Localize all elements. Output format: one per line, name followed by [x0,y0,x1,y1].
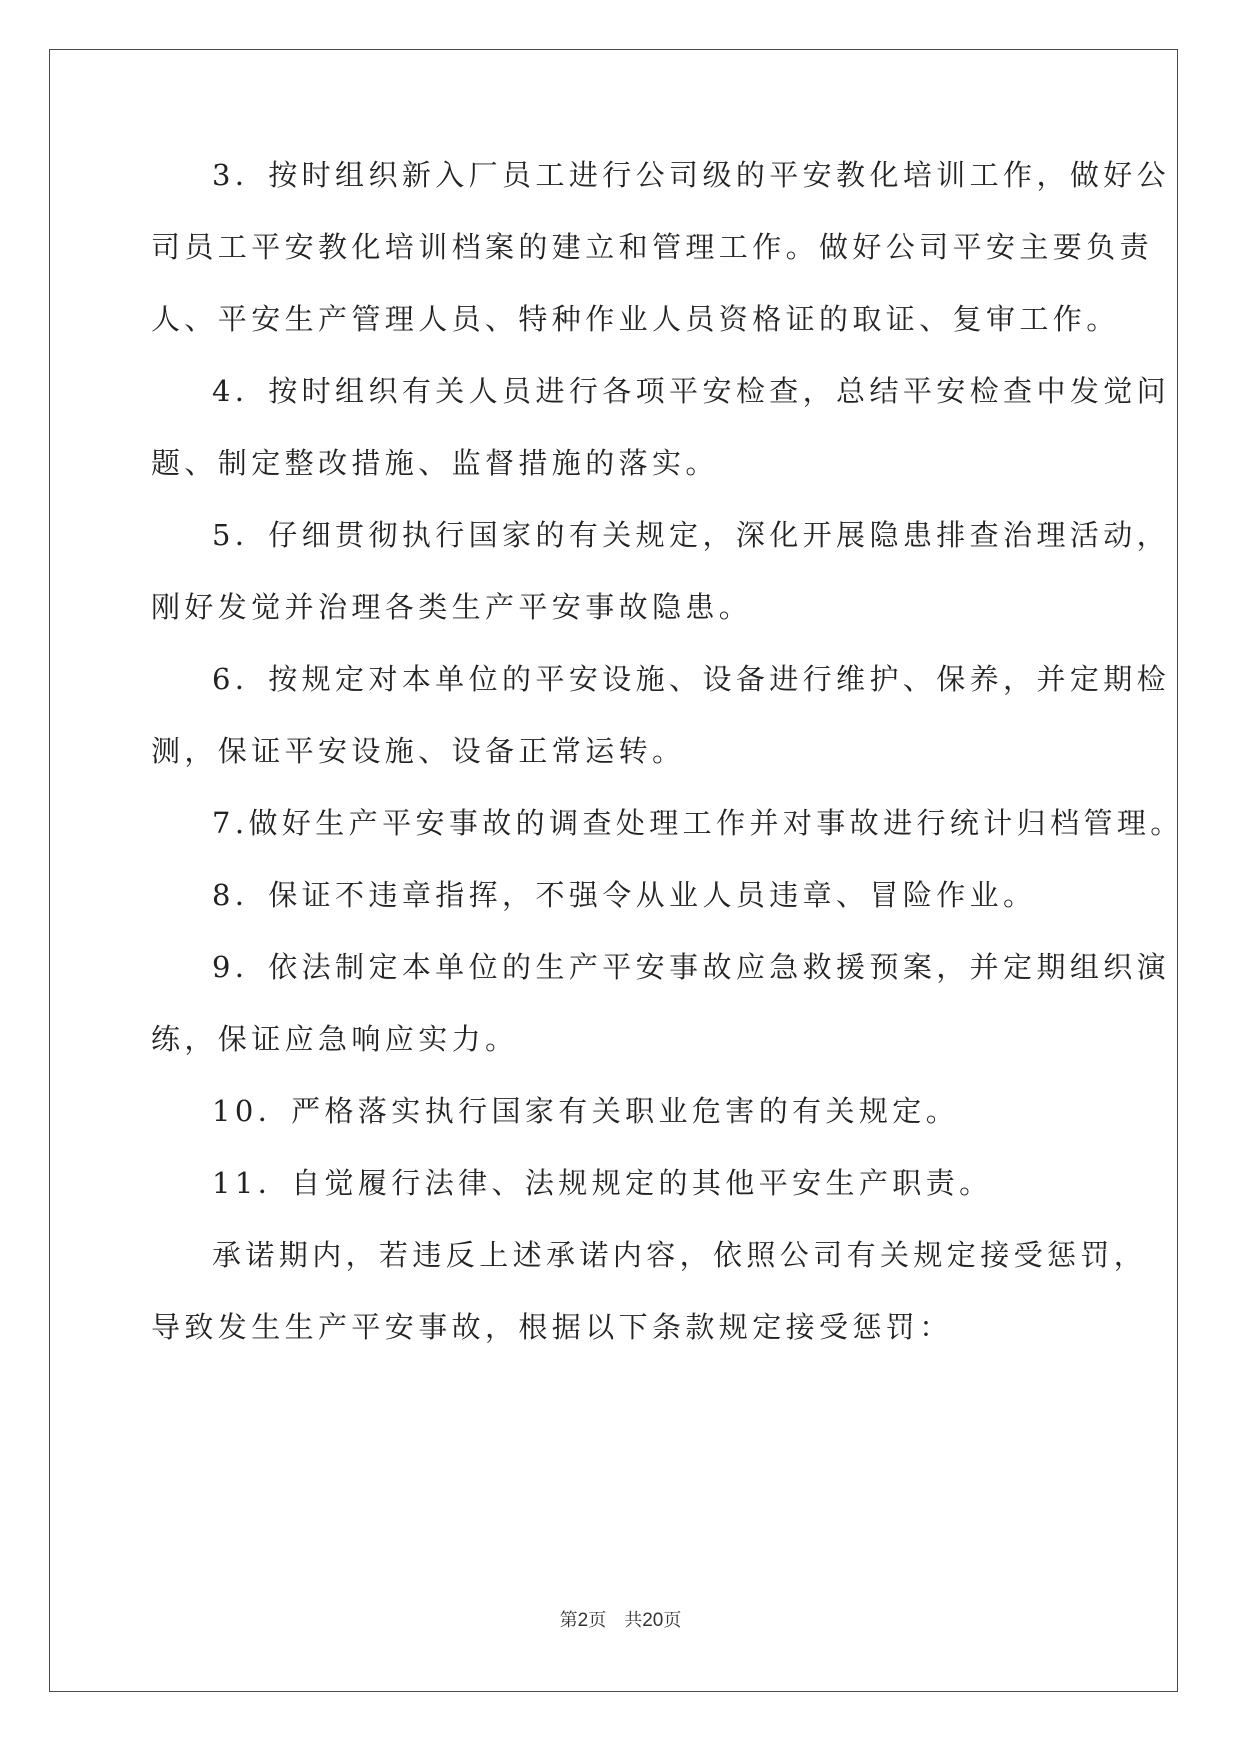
paragraph-line: 7.做好生产平安事故的调查处理工作并对事故进行统计归档管理。 [212,806,1184,840]
paragraph-line: 11．自觉履行法律、法规规定的其他平安生产职责。 [212,1166,993,1200]
page-label-suffix: 页 [588,1610,607,1631]
page-border [49,49,1178,1692]
paragraph-line: 3．按时组织新入厂员工进行公司级的平安教化培训工作，做好公 [212,158,1171,192]
paragraph-line: 人、平安生产管理人员、特种作业人员资格证的取证、复审工作。 [151,302,1120,336]
paragraph-line: 承诺期内，若违反上述承诺内容，依照公司有关规定接受惩罚， [212,1238,1148,1272]
total-pages: 20 [642,1610,664,1631]
paragraph-line: 6．按规定对本单位的平安设施、设备进行维护、保养，并定期检 [212,662,1171,696]
paragraph-line: 10．严格落实执行国家有关职业危害的有关规定。 [212,1094,960,1128]
paragraph-line: 8．保证不违章指挥，不强令从业人员违章、冒险作业。 [212,878,1037,912]
paragraph-line: 5．仔细贯彻执行国家的有关规定，深化开展隐患排查治理活动， [212,518,1171,552]
paragraph-line: 测，保证平安设施、设备正常运转。 [151,734,686,768]
page-footer [0,1610,1241,1632]
page-number: 2 [577,1610,589,1631]
paragraph-line: 练，保证应急响应实力。 [151,1022,519,1056]
paragraph-line: 题、制定整改措施、监督措施的落实。 [151,446,719,480]
page-label-prefix: 第 [559,1610,578,1631]
total-label-suffix: 页 [663,1610,682,1631]
paragraph-line: 4．按时组织有关人员进行各项平安检查，总结平安检查中发觉问 [212,374,1171,408]
total-label-prefix: 共 [624,1610,643,1631]
paragraph-line: 导致发生生产平安事故，根据以下条款规定接受惩罚： [151,1310,953,1344]
paragraph-line: 刚好发觉并治理各类生产平安事故隐患。 [151,590,753,624]
paragraph-line: 司员工平安教化培训档案的建立和管理工作。做好公司平安主要负责 [151,230,1154,264]
paragraph-line: 9．依法制定本单位的生产平安事故应急救援预案，并定期组织演 [212,950,1171,984]
